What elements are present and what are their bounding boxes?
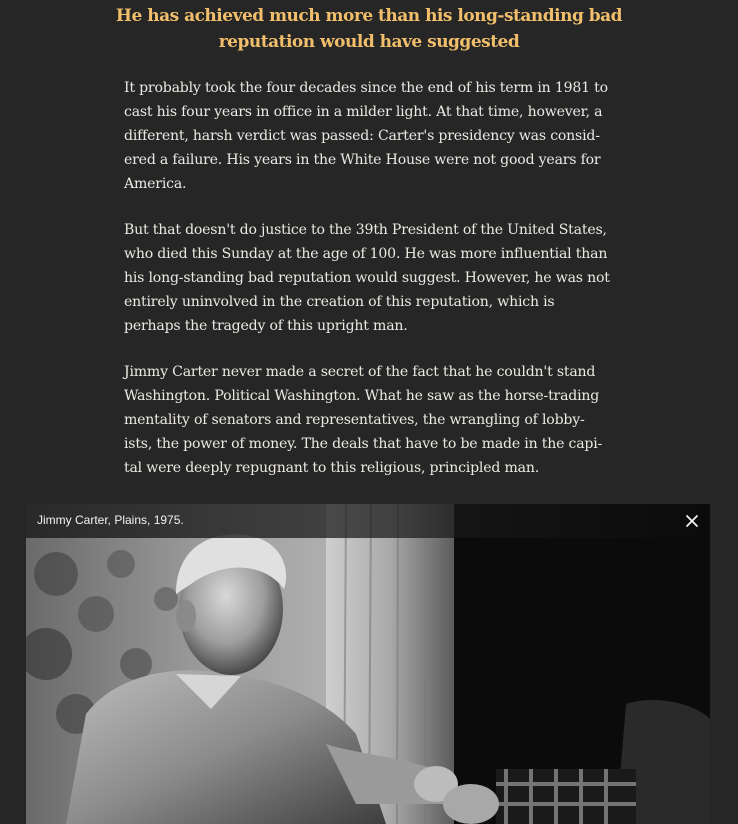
article-subheadline: He has achieved much more than his long-standing bad reputation would have suggested xyxy=(115,6,623,52)
caption-bar xyxy=(26,504,710,538)
photo-figure[interactable] xyxy=(26,504,710,824)
close-icon xyxy=(682,511,702,531)
photo-caption: Jimmy Carter, Plains, 1975. xyxy=(37,513,184,527)
article-paragraph-3: Jimmy Carter never made a secret of the fact that he couldn't stand Washington. Political Washington. What he saw as the horse-trading mentality of senators and representatives, the wrangling of lobby-ists, the power of money. The deals that have to be made in the capi-tal were deeply repugnant to this religious, principled man. xyxy=(124,364,603,476)
close-button[interactable] xyxy=(682,511,702,531)
article-paragraph-1: It probably took the four decades since the end of his term in 1981 to cast his four years in office in a milder light. At that time, however, a different, harsh verdict was passed: Carter's presidency was consid-ered a failure. His years in the White House were not good years for America. xyxy=(124,80,608,192)
carter-photo xyxy=(26,504,710,824)
article-paragraph-2: But that doesn't do justice to the 39th President of the United States, who died this Sunday at the age of 100. He was more influential than his long-standing bad reputation would suggest. However, he was not entirely uninvolved in the creation of this reputation, which is perhaps the tragedy of this upright man. xyxy=(124,222,610,334)
